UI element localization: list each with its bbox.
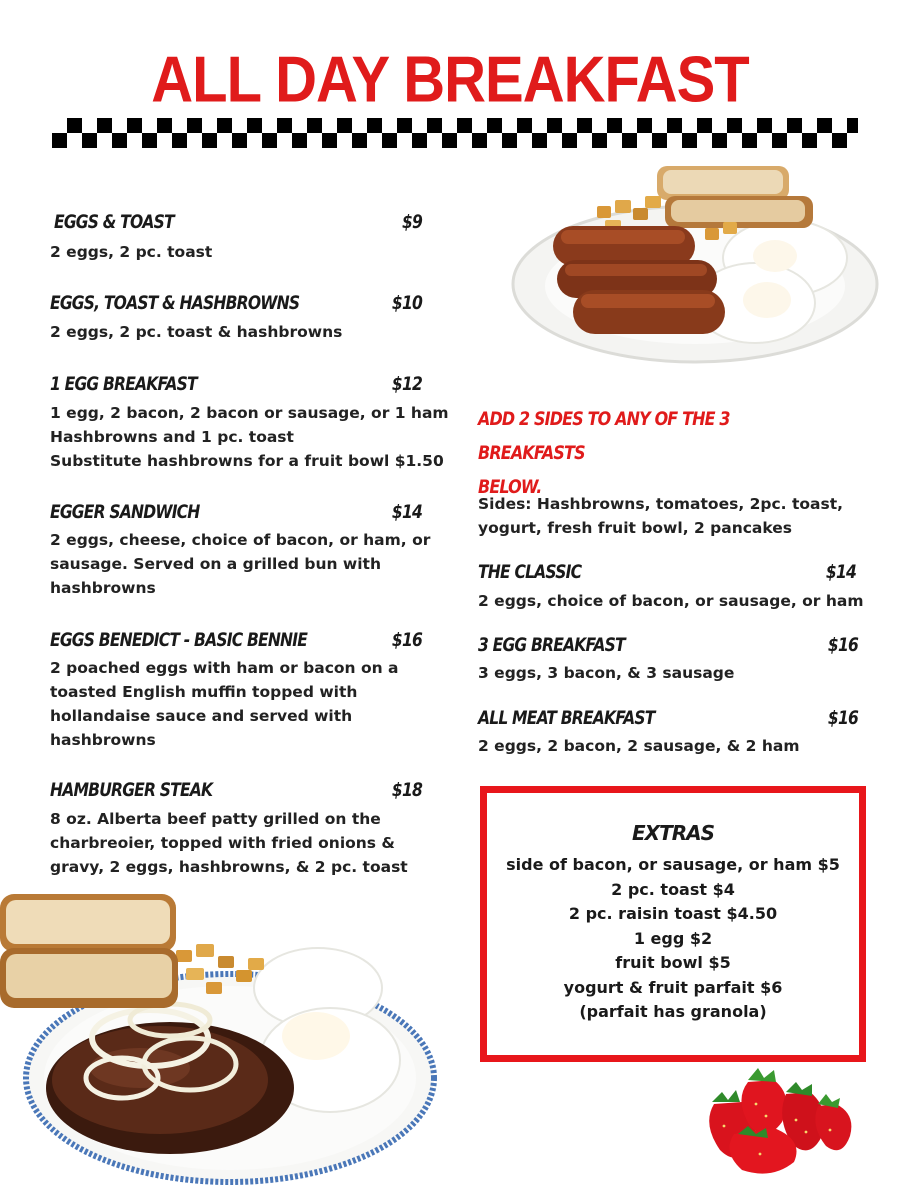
menu-item-description [50,240,212,264]
sides-line: Sides: Hashbrowns, tomatoes, 2pc. toast, [478,495,843,513]
menu-item-description [50,656,399,752]
menu-item-price: $12 [391,373,422,395]
extras-line: fruit bowl $5 [615,953,731,972]
strawberries-photo [694,1064,864,1176]
description-line: 1 egg, 2 bacon, 2 bacon or sausage, or 1 ham [50,404,449,422]
menu-item-price: $16 [827,634,858,656]
extras-line: (parfait has granola) [579,1002,767,1021]
description-line: hashbrowns [50,579,156,597]
menu-item-name: HAMBURGER STEAK [50,779,213,801]
description-line: 2 eggs, 2 pc. toast [50,243,213,261]
menu-item-price: $10 [391,292,422,314]
menu-item-description [50,401,449,473]
extras-box [480,786,866,1062]
menu-item-price: $14 [391,501,422,523]
description-line: Substitute hashbrowns for a fruit bowl $1.50 [50,452,444,470]
menu-item-price: $18 [391,779,422,801]
menu-item-name: EGGS BENEDICT - BASIC BENNIE [50,629,308,651]
sausage-breakfast-photo [505,158,885,370]
hamburger-steak-photo [0,888,440,1188]
menu-item-name: 3 EGG BREAKFAST [478,634,625,656]
description-line: 2 eggs, choice of bacon, or sausage, or ham [478,592,864,610]
description-line: 2 poached eggs with ham or bacon on a [50,659,399,677]
menu-item-name: EGGER SANDWICH [50,501,200,523]
extras-line: side of bacon, or sausage, or ham $5 [506,855,840,874]
sides-list [478,492,843,540]
sides-line: yogurt, fresh fruit bowl, 2 pancakes [478,519,793,537]
menu-item-description [478,589,864,613]
menu-item-name: EGGS & TOAST [54,211,174,233]
description-line: 2 eggs, cheese, choice of bacon, or ham, or [50,531,431,549]
description-line: gravy, 2 eggs, hashbrowns, & 2 pc. toast [50,858,408,876]
extras-line: 2 pc. toast $4 [611,879,735,899]
menu-title: ALL DAY BREAKFAST [151,43,749,116]
description-line: hashbrowns [50,731,156,749]
checkered-divider [52,118,858,148]
description-line: 3 eggs, 3 bacon, & 3 sausage [478,664,735,682]
menu-item-price: $14 [825,561,856,583]
sides-note-line: BELOW. [478,476,542,498]
menu-item-description [50,807,408,879]
menu-item-price: $9 [401,211,422,233]
description-line: hollandaise sauce and served with [50,707,353,725]
description-line: 2 eggs, 2 bacon, 2 sausage, & 2 ham [478,737,800,755]
extras-line: 2 pc. raisin toast $4.50 [568,904,778,923]
menu-item-name: ALL MEAT BREAKFAST [478,707,655,729]
description-line: toasted English muffin topped with [50,683,358,701]
description-line: 8 oz. Alberta beef patty grilled on the [50,810,381,828]
menu-item-name: THE CLASSIC [478,561,582,583]
description-line: 2 eggs, 2 pc. toast & hashbrowns [50,323,343,341]
extras-title: EXTRAS [631,821,714,845]
extras-list [487,853,859,1025]
extras-line: 1 egg $2 [633,928,713,948]
description-line: Hashbrowns and 1 pc. toast [50,428,294,446]
menu-item-description [50,320,342,344]
sides-note [478,402,797,504]
menu-item-price: $16 [827,707,858,729]
description-line: charbreoier, topped with fried onions & [50,834,395,852]
description-line: sausage. Served on a grilled bun with [50,555,381,573]
menu-item-name: EGGS, TOAST & HASHBROWNS [50,292,300,314]
menu-item-name: 1 EGG BREAKFAST [50,373,197,395]
sides-note-line: ADD 2 SIDES TO ANY OF THE 3 BREAKFASTS [478,408,730,464]
menu-item-description [478,734,800,758]
menu-item-description [478,661,734,685]
menu-item-price: $16 [391,629,422,651]
menu-item-description [50,528,430,600]
extras-line: yogurt & fruit parfait $6 [563,977,783,997]
